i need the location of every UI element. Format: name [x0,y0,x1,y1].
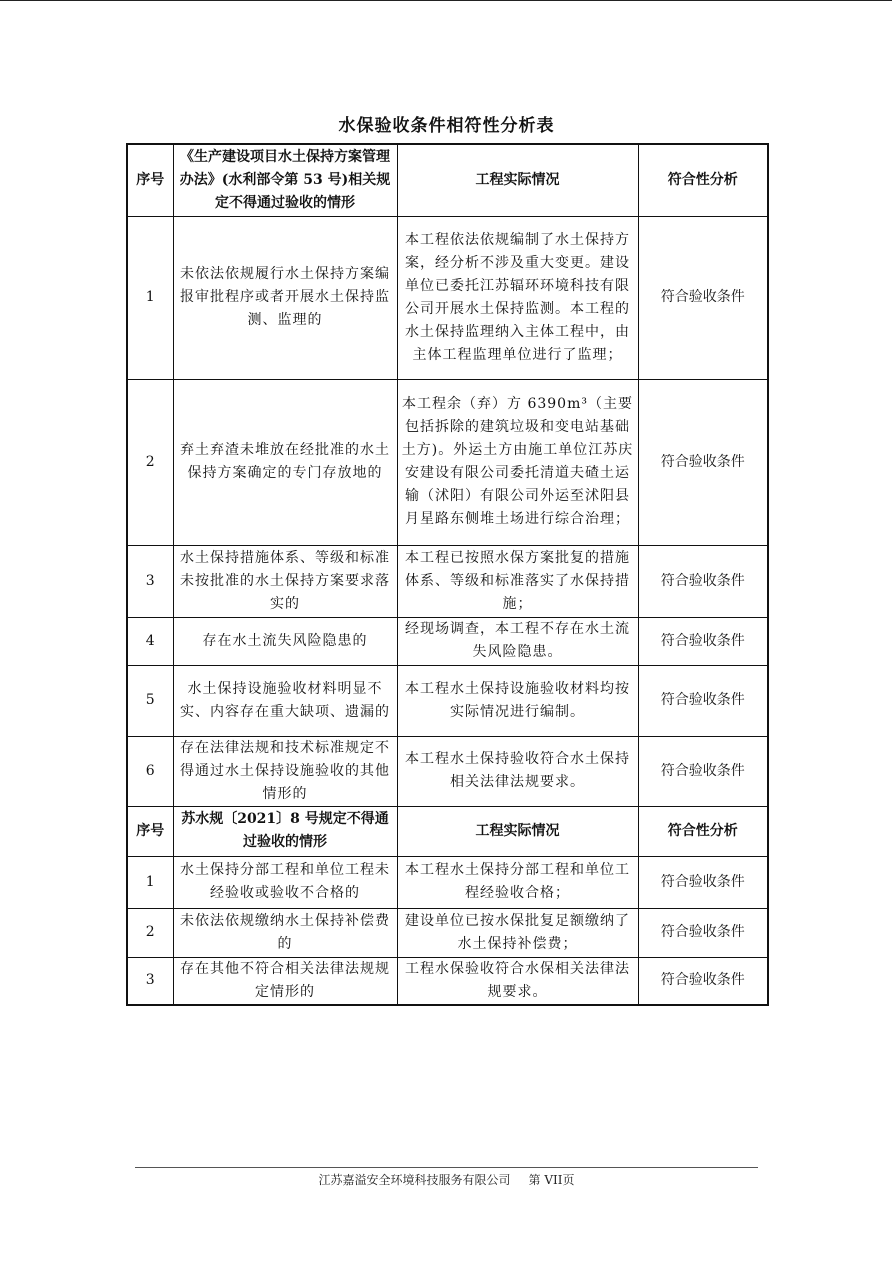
table-row [127,545,768,617]
header-actual: 工程实际情况 [397,144,638,216]
table2-header-row [127,806,768,856]
row-compliance: 符合验收条件 [638,957,768,1005]
header-compliance: 符合性分析 [638,144,768,216]
header-actual: 工程实际情况 [397,806,638,856]
row-condition: 存在水土流失风险隐患的 [173,617,397,665]
row-compliance: 符合验收条件 [638,665,768,736]
row-compliance: 符合验收条件 [638,617,768,665]
row-no: 1 [127,216,173,379]
row-no: 5 [127,665,173,736]
row-actual: 建设单位已按水保批复足额缴纳了水土保持补偿费； [397,908,638,957]
table-row [127,957,768,1005]
header-condition: 《生产建设项目水土保持方案管理办法》(水利部令第 53 号)相关规定不得通过验收的情形 [173,144,397,216]
page-footer [135,1171,758,1189]
table-row [127,856,768,908]
row-actual: 本工程已按照水保方案批复的措施体系、等级和标准落实了水保持措施； [397,545,638,617]
page-title: 水保验收条件相符性分析表 [338,116,555,136]
row-compliance: 符合验收条件 [638,908,768,957]
row-compliance: 符合验收条件 [638,545,768,617]
row-no: 1 [127,856,173,908]
header-no: 序号 [127,144,173,216]
top-border-line [0,0,892,1]
row-no: 3 [127,957,173,1005]
row-actual: 本工程水土保持设施验收材料均按实际情况进行编制。 [397,665,638,736]
row-compliance: 符合验收条件 [638,379,768,545]
footer-divider [135,1167,758,1168]
row-no: 2 [127,379,173,545]
compliance-table [126,143,769,1006]
table-row [127,908,768,957]
table-row [127,665,768,736]
header-compliance: 符合性分析 [638,806,768,856]
row-condition: 水土保持设施验收材料明显不实、内容存在重大缺项、遗漏的 [173,665,397,736]
row-actual: 本工程依法依规编制了水土保持方案，经分析不涉及重大变更。建设单位已委托江苏辐环环境科技有限公司开展水土保持监测。本工程的水土保持监理纳入主体工程中，由主体工程监理单位进行了监理； [397,216,638,379]
row-actual: 工程水保验收符合水保相关法律法规要求。 [397,957,638,1005]
row-condition: 水土保持分部工程和单位工程未经验收或验收不合格的 [173,856,397,908]
table1-header-row [127,144,768,216]
row-condition: 存在其他不符合相关法律法规规定情形的 [173,957,397,1005]
row-compliance: 符合验收条件 [638,736,768,806]
table-row [127,379,768,545]
row-compliance: 符合验收条件 [638,856,768,908]
header-no: 序号 [127,806,173,856]
row-no: 4 [127,617,173,665]
table-row [127,617,768,665]
row-condition: 未依法依规缴纳水土保持补偿费的 [173,908,397,957]
row-actual: 本工程水土保持分部工程和单位工程经验收合格； [397,856,638,908]
row-no: 3 [127,545,173,617]
footer-company: 江苏嘉溢安全环境科技服务有限公司 [318,1173,511,1187]
table-row [127,736,768,806]
row-no: 2 [127,908,173,957]
row-actual: 本工程水土保持验收符合水土保持相关法律法规要求。 [397,736,638,806]
table-row [127,216,768,379]
row-condition: 弃土弃渣未堆放在经批准的水土保持方案确定的专门存放地的 [173,379,397,545]
header-condition: 苏水规〔2021〕8 号规定不得通过验收的情形 [173,806,397,856]
footer-page-number: 第 VII页 [528,1173,575,1187]
row-condition: 未依法依规履行水土保持方案编报审批程序或者开展水土保持监测、监理的 [173,216,397,379]
row-no: 6 [127,736,173,806]
row-condition: 水土保持措施体系、等级和标准未按批准的水土保持方案要求落实的 [173,545,397,617]
row-compliance: 符合验收条件 [638,216,768,379]
row-actual: 经现场调查，本工程不存在水土流失风险隐患。 [397,617,638,665]
row-actual: 本工程余（弃）方 6390m³（主要包括拆除的建筑垃圾和变电站基础土方)。外运土方由施工单位江苏庆安建设有限公司委托清道夫碴土运输（沭阳）有限公司外运至沭阳县月星路东侧堆土场进行综合治理； [397,379,638,545]
row-condition: 存在法律法规和技术标准规定不得通过水土保持设施验收的其他情形的 [173,736,397,806]
